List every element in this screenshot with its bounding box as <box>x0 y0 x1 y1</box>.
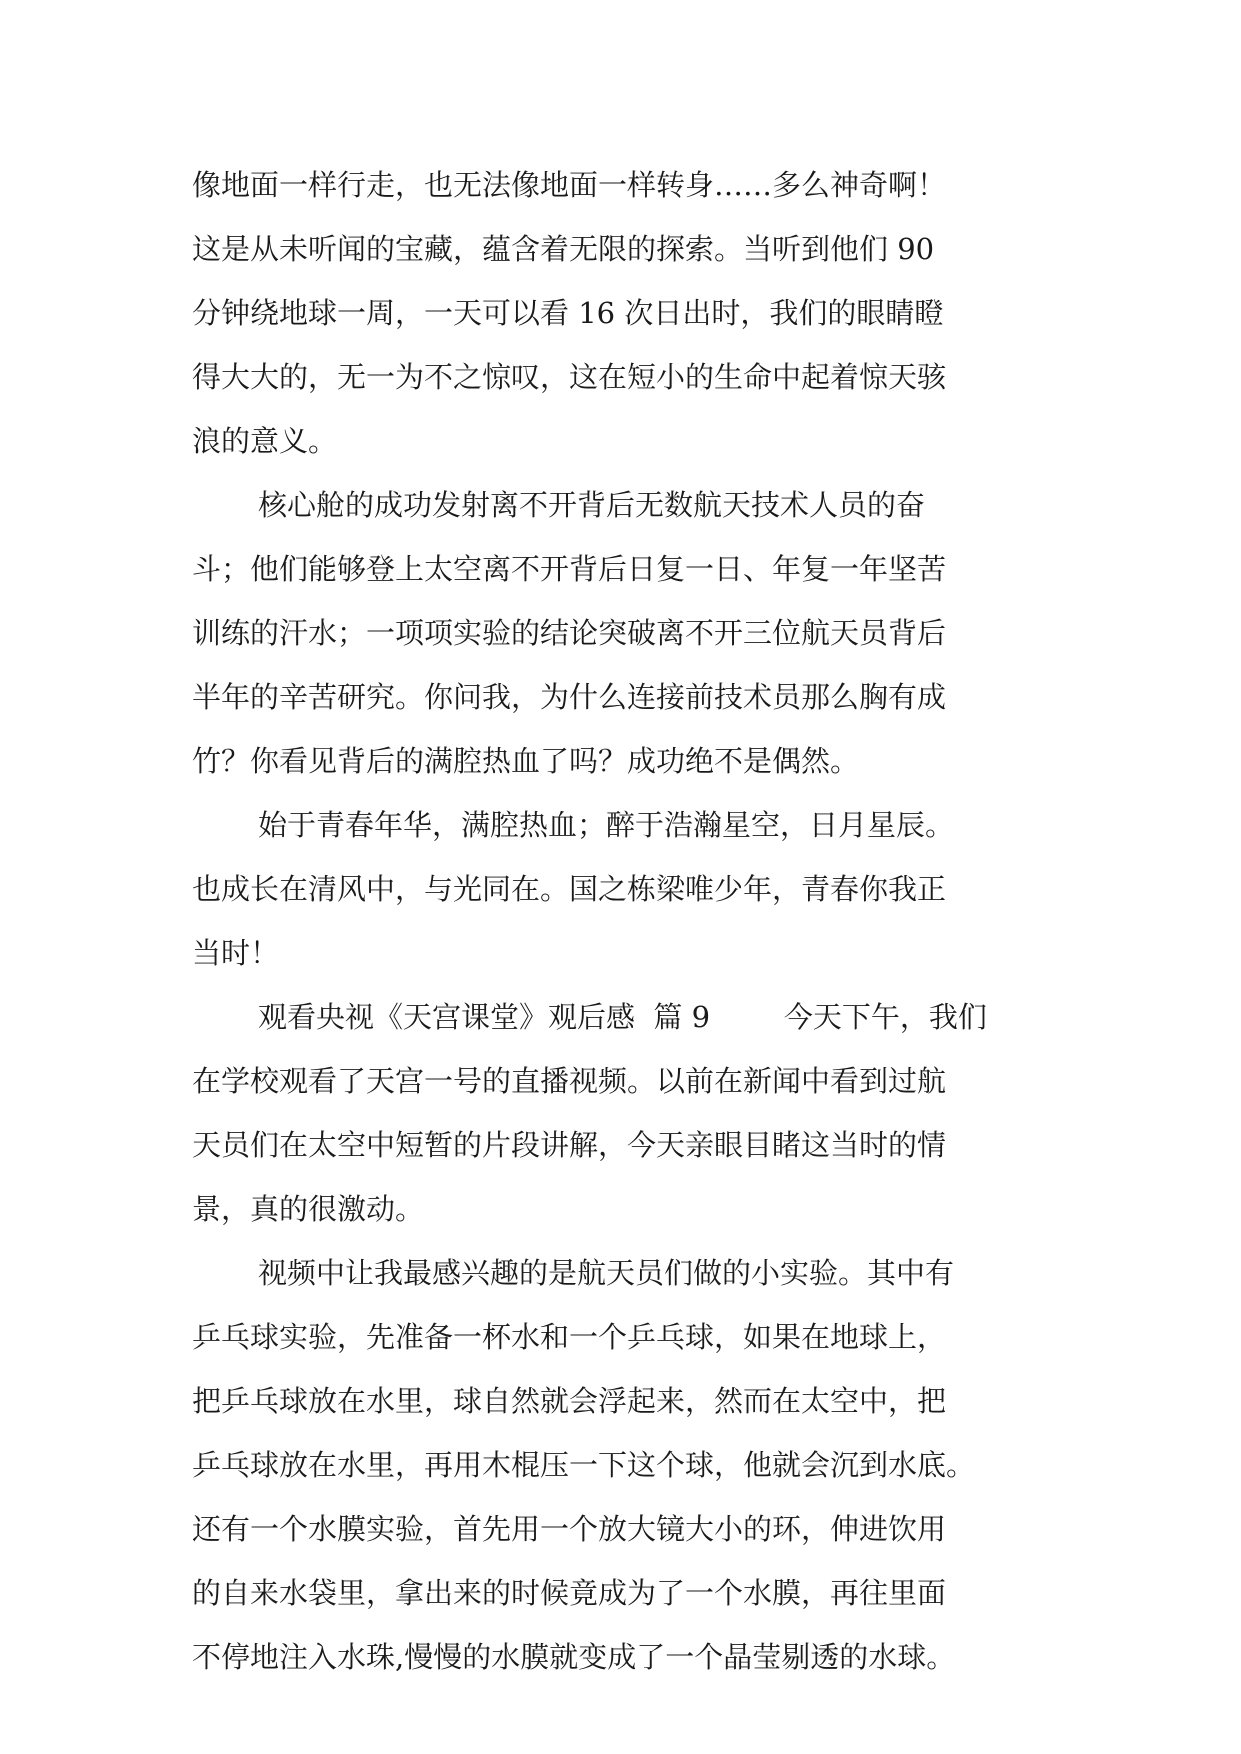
text-line: 的自来水袋里，拿出来的时候竟成为了一个水膜，再往里面 <box>192 1576 947 1610</box>
section-heading-line: 观看央视《天宫课堂》观后感 篇 9 今天下午，我们 <box>258 1000 987 1034</box>
text-line: 天员们在太空中短暂的片段讲解，今天亲眼目睹这当时的情 <box>192 1128 947 1162</box>
text-line: 把乒乓球放在水里，球自然就会浮起来，然而在太空中，把 <box>192 1384 947 1418</box>
text-line: 浪的意义。 <box>192 424 338 458</box>
text-line: 乒乓球放在水里，再用木棍压一下这个球，他就会沉到水底。 <box>192 1448 976 1482</box>
text-line: 得大大的，无一为不之惊叹，这在短小的生命中起着惊天骇 <box>192 360 947 394</box>
text-line: 斗；他们能够登上太空离不开背后日复一日、年复一年坚苦 <box>192 552 947 586</box>
text-line: 在学校观看了天宫一号的直播视频。以前在新闻中看到过航 <box>192 1064 947 1098</box>
paragraph-first-line: 始于青春年华，满腔热血；醉于浩瀚星空，日月星辰。 <box>258 808 955 842</box>
text-line: 乒乓球实验，先准备一杯水和一个乒乓球，如果在地球上， <box>192 1320 947 1354</box>
paragraph-first-line: 核心舱的成功发射离不开背后无数航天技术人员的奋 <box>258 488 926 522</box>
text-line: 像地面一样行走，也无法像地面一样转身……多么神奇啊！ <box>192 168 947 202</box>
text-line: 当时！ <box>192 936 280 970</box>
text-line: 不停地注入水珠,慢慢的水膜就变成了一个晶莹剔透的水球。 <box>192 1640 956 1674</box>
text-line: 这是从未听闻的宝藏，蕴含着无限的探索。当听到他们 90 <box>192 232 935 266</box>
text-line: 分钟绕地球一周，一天可以看 16 次日出时，我们的眼睛瞪 <box>192 296 944 330</box>
text-line: 训练的汗水；一项项实验的结论突破离不开三位航天员背后 <box>192 616 947 650</box>
paragraph-first-line: 视频中让我最感兴趣的是航天员们做的小实验。其中有 <box>258 1256 955 1290</box>
text-line: 竹？你看见背后的满腔热血了吗？成功绝不是偶然。 <box>192 744 860 778</box>
text-line: 也成长在清风中，与光同在。国之栋梁唯少年，青春你我正 <box>192 872 947 906</box>
text-line: 半年的辛苦研究。你问我，为什么连接前技术员那么胸有成 <box>192 680 947 714</box>
text-line: 景，真的很激动。 <box>192 1192 425 1226</box>
text-line: 还有一个水膜实验，首先用一个放大镜大小的环，伸进饮用 <box>192 1512 947 1546</box>
